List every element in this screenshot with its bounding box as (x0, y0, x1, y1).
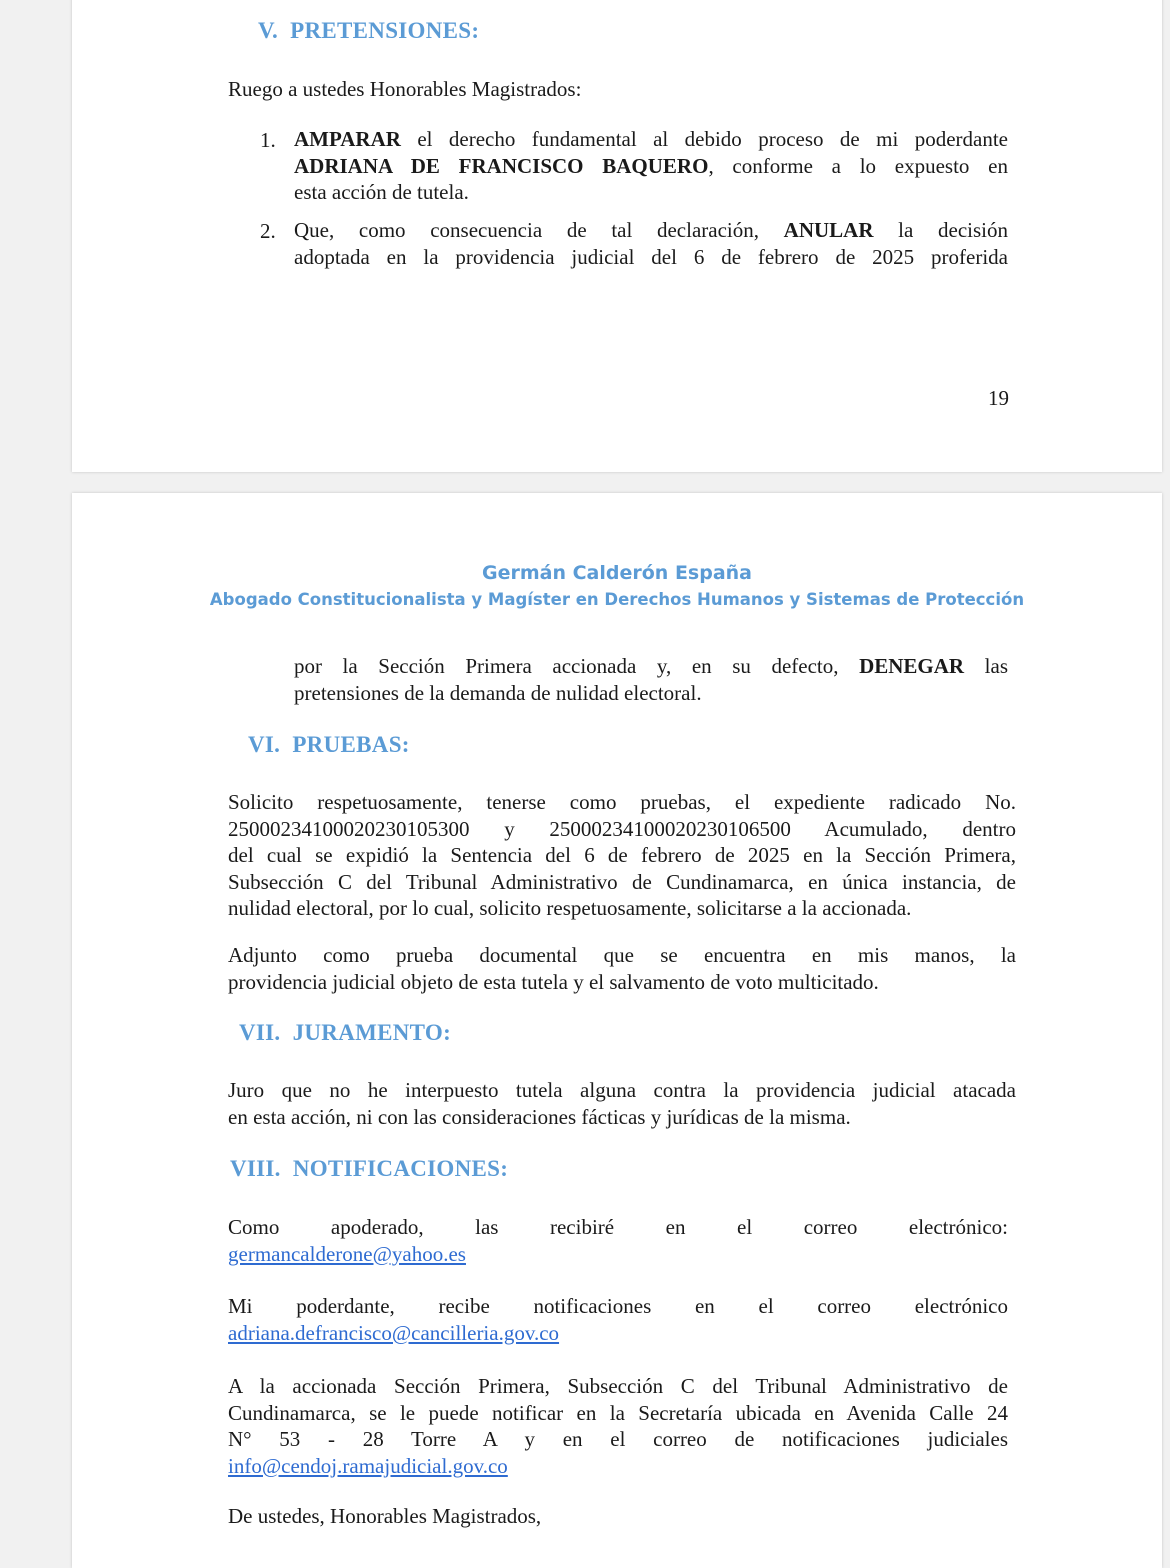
paragraph-line: providencia judicial objeto de esta tutela y el salvamento de voto multicitado. (228, 969, 879, 994)
item-text: la decisión (873, 218, 1008, 242)
paragraph-line: 25000234100020230105300 y 25000234100020230106500 Acumulado, dentro (228, 816, 1016, 841)
email-link-accionada[interactable]: info@cendoj.ramajudicial.gov.co (228, 1453, 508, 1478)
item-text: adoptada en la providencia judicial del 6 de febrero de 2025 proferida (294, 244, 1008, 269)
item-text: el derecho fundamental al debido proceso de mi poderdante (400, 127, 1008, 151)
intro-text: Ruego a ustedes Honorables Magistrados: (228, 77, 582, 101)
bold-term: DENEGAR (859, 654, 965, 678)
email-link-apoderado[interactable]: germancalderone@yahoo.es (228, 1241, 466, 1266)
bold-term: AMPARAR (294, 127, 401, 151)
paragraph-line: Adjunto como prueba documental que se encuentra en mis manos, la (228, 943, 1016, 967)
paragraph-line: Subsección C del Tribunal Administrativo de Cundinamarca, en única instancia, de (228, 869, 1016, 894)
section-title: PRUEBAS: (292, 732, 410, 757)
section-number: VII. (239, 1020, 281, 1045)
paragraph-line: Mi poderdante, recibe notificaciones en el correo electrónico (228, 1294, 1008, 1318)
section-number: VIII. (230, 1156, 281, 1181)
paragraph-text: por la Sección Primera accionada y, en su defecto, (294, 654, 860, 678)
letterhead-subtitle: Abogado Constitucionalista y Magíster en Derechos Humanos y Sistemas de Protección (209, 590, 1025, 609)
item-text: Que, como consecuencia de tal declaración, (294, 218, 784, 242)
bold-term: ADRIANA DE FRANCISCO BAQUERO (294, 153, 709, 178)
paragraph-line: del cual se expidió la Sentencia del 6 de febrero de 2025 en la Sección Primera, (228, 843, 1016, 867)
paragraph-line: Juro que no he interpuesto tutela alguna contra la providencia judicial atacada (228, 1078, 1016, 1102)
section-v-heading (258, 18, 479, 44)
notificaciones-poderdante (228, 1293, 1008, 1346)
pruebas-paragraph-1 (228, 789, 1016, 922)
paragraph-line: Como apoderado, las recibiré en el correo electrónico: (228, 1215, 1008, 1239)
notificaciones-accionada (228, 1373, 1008, 1479)
section-title: NOTIFICACIONES: (292, 1156, 509, 1181)
section-title: PRETENSIONES: (290, 18, 480, 43)
item-text: esta acción de tutela. (294, 180, 469, 204)
document-page-19 (72, 0, 1162, 472)
document-page-20 (72, 493, 1162, 1568)
letterhead-name: Germán Calderón España (482, 562, 752, 584)
paragraph-line: Cundinamarca, se le puede notificar en la Secretaría ubicada en Avenida Calle 24 (228, 1400, 1008, 1425)
section-vii-heading (239, 1020, 451, 1046)
list-number: 1. (260, 128, 276, 152)
paragraph-line: Solicito respetuosamente, tenerse como pruebas, el expediente radicado No. (228, 790, 1016, 814)
paragraph-line: N° 53 - 28 Torre A y en el correo de notificaciones judiciales (228, 1427, 1008, 1451)
paragraph-text: las (964, 654, 1008, 678)
list-item-1 (294, 126, 1008, 206)
list-number: 2. (260, 219, 276, 243)
closing-text: De ustedes, Honorables Magistrados, (228, 1504, 542, 1528)
section-number: VI. (248, 732, 281, 757)
email-link-poderdante[interactable]: adriana.defrancisco@cancilleria.gov.co (228, 1320, 560, 1345)
list-item-2 (294, 217, 1008, 270)
section-vi-heading (248, 732, 410, 758)
paragraph-line: nulidad electoral, por lo cual, solicito respetuosamente, solicitarse a la accionada. (228, 896, 912, 920)
page-number: 19 (988, 386, 1009, 410)
paragraph-text: pretensiones de la demanda de nulidad electoral. (294, 680, 702, 705)
continuation-paragraph (294, 653, 1008, 706)
section-number: V. (258, 18, 278, 43)
item-text: , conforme a lo expuesto en (708, 153, 1008, 178)
pruebas-paragraph-2 (228, 942, 1016, 995)
paragraph-line: en esta acción, ni con las consideraciones fácticas y jurídicas de la misma. (228, 1104, 851, 1129)
notificaciones-apoderado (228, 1214, 1008, 1267)
paragraph-line: A la accionada Sección Primera, Subsección C del Tribunal Administrativo de (228, 1374, 1008, 1398)
bold-term: ANULAR (783, 218, 874, 242)
juramento-paragraph (228, 1077, 1016, 1130)
section-viii-heading (230, 1156, 508, 1182)
section-title: JURAMENTO: (292, 1020, 452, 1045)
